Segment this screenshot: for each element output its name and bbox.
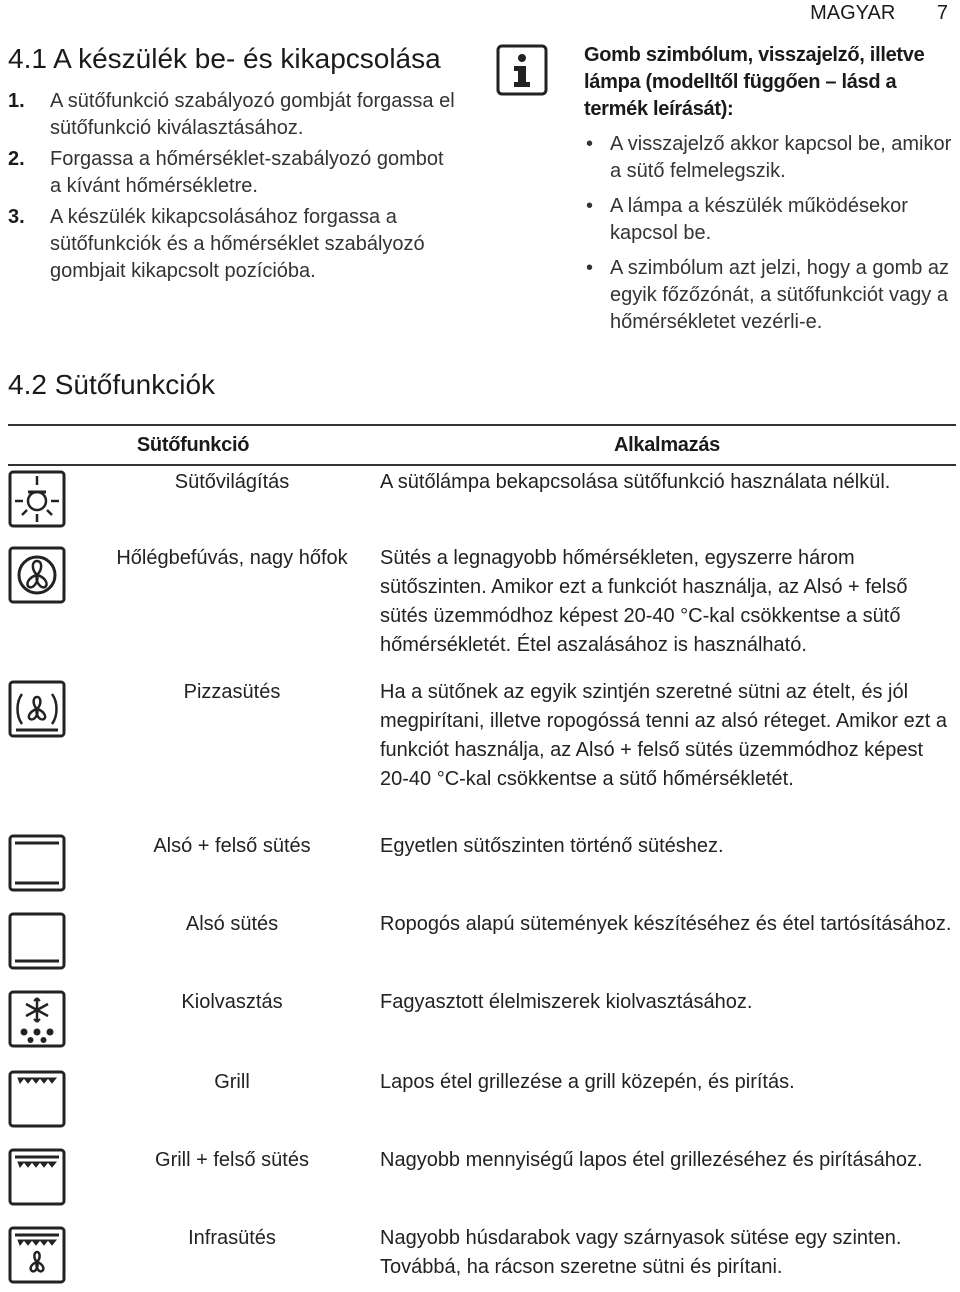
step-text: A készülék kikapcsolásához forgassa a sütőfunkciók és a hőmérséklet szabályozó gombjait kikapcsolt pozícióba. (50, 206, 425, 282)
fan-heat-icon (8, 546, 66, 604)
function-application: Sütés a legnagyobb hőmérsékleten, egyszerre három sütőszinten. Amikor ezt a funkciót használja, az Alsó + felső sütés üzemmódhoz képest 20-40 °C-kal csökkentse a sütő hőmérsékletét. Étel aszalásához is használható. (380, 547, 908, 656)
list-item: • A lámpa a készülék működésekor kapcsol be. (584, 193, 954, 247)
section-4-2-heading (8, 368, 215, 402)
list-item (8, 88, 458, 142)
function-name: Hőlégbefúvás, nagy hőfok (116, 547, 348, 569)
grill-top-heat-icon (8, 1148, 66, 1206)
section-number: 4.1 (8, 43, 47, 74)
function-application: Egyetlen sütőszinten történő sütéshez. (380, 835, 724, 857)
step-number: 1. (8, 90, 25, 112)
oven-light-icon (8, 470, 66, 528)
list-item (8, 204, 458, 285)
step-text: A sütőfunkció szabályozó gombját forgassa el sütőfunkció kiválasztásához. (50, 90, 455, 139)
table-row (8, 465, 956, 542)
top-bottom-heat-icon (8, 834, 66, 892)
infra-roast-icon (8, 1226, 66, 1284)
grill-icon (8, 1070, 66, 1128)
function-name: Kiolvasztás (181, 991, 283, 1013)
list-item: • A szimbólum azt jelzi, hogy a gomb az egyik főzőzónát, a sütőfunkciót vagy a hőmérsékletet vezérli-e. (584, 255, 954, 336)
function-application: Lapos étel grillezése a grill közepén, és pirítás. (380, 1071, 795, 1093)
section-title: A készülék be- és kikapcsolása (53, 43, 441, 74)
table-row (8, 830, 956, 908)
page-header (810, 2, 948, 25)
function-application: A sütőlámpa bekapcsolása sütőfunkció használata nélkül. (380, 471, 891, 493)
function-name: Grill + felső sütés (155, 1149, 309, 1171)
step-number: 3. (8, 206, 25, 228)
column-header-application: Alkalmazás (378, 425, 956, 465)
function-application: Nagyobb mennyiségű lapos étel grillezéséhez és pirításához. (380, 1149, 923, 1171)
section-title: Sütőfunkciók (54, 369, 216, 400)
function-name: Alsó sütés (185, 913, 279, 935)
column-header-function: Sütőfunkció (8, 425, 378, 465)
table-row (8, 1222, 956, 1292)
step-text: Forgassa a hőmérséklet-szabályozó gombot a kívánt hőmérsékletre. (50, 148, 444, 197)
language-label: MAGYAR (810, 2, 896, 24)
list-item (8, 146, 458, 200)
info-icon (496, 44, 548, 96)
table-row (8, 986, 956, 1066)
function-application: Fagyasztott élelmiszerek kiolvasztásához. (380, 991, 753, 1013)
pizza-function-icon (8, 680, 66, 738)
function-name: Alsó + felső sütés (153, 835, 311, 857)
function-name: Grill (214, 1071, 250, 1093)
table-row (8, 1144, 956, 1222)
function-name: Infrasütés (188, 1227, 276, 1249)
info-box (584, 42, 954, 344)
list-item: • A visszajelző akkor kapcsol be, amikor a sütő felmelegszik. (584, 131, 954, 185)
oven-functions-table (8, 424, 956, 1292)
steps-list (8, 88, 458, 285)
function-application: Nagyobb húsdarabok vagy szárnyasok sütése egy szinten. Továbbá, ha rácson szeretne sütni és pirítani. (380, 1227, 902, 1278)
info-bullets (584, 131, 954, 336)
function-application: Ropogós alapú sütemények készítéséhez és étel tartósításához. (380, 913, 952, 935)
section-4-1-heading (8, 42, 458, 76)
function-name: Pizzasütés (183, 681, 281, 703)
page-number: 7 (936, 2, 948, 24)
function-name: Sütővilágítás (174, 471, 290, 493)
table-row (8, 908, 956, 986)
table-header-row (8, 425, 956, 465)
section-4-1 (8, 42, 458, 289)
table-row (8, 676, 956, 830)
table-row (8, 542, 956, 676)
function-application: Ha a sütőnek az egyik szintjén szeretné sütni az ételt, és jól megpirítani, illetve ropogóssá tenni az alsó réteget. Amikor ezt a funkciót használja, az Alsó + felső sütés üzemmódhoz képest 20-40 °C-kal csökkentse a sütő hőmérsékletét. (380, 681, 947, 790)
table-row (8, 1066, 956, 1144)
step-number: 2. (8, 148, 25, 170)
bottom-heat-icon (8, 912, 66, 970)
section-number: 4.2 (8, 369, 47, 400)
info-heading: Gomb szimbólum, visszajelző, illetve lámpa (modelltől függően – lásd a termék leírását): (584, 44, 925, 120)
defrost-icon (8, 990, 66, 1048)
